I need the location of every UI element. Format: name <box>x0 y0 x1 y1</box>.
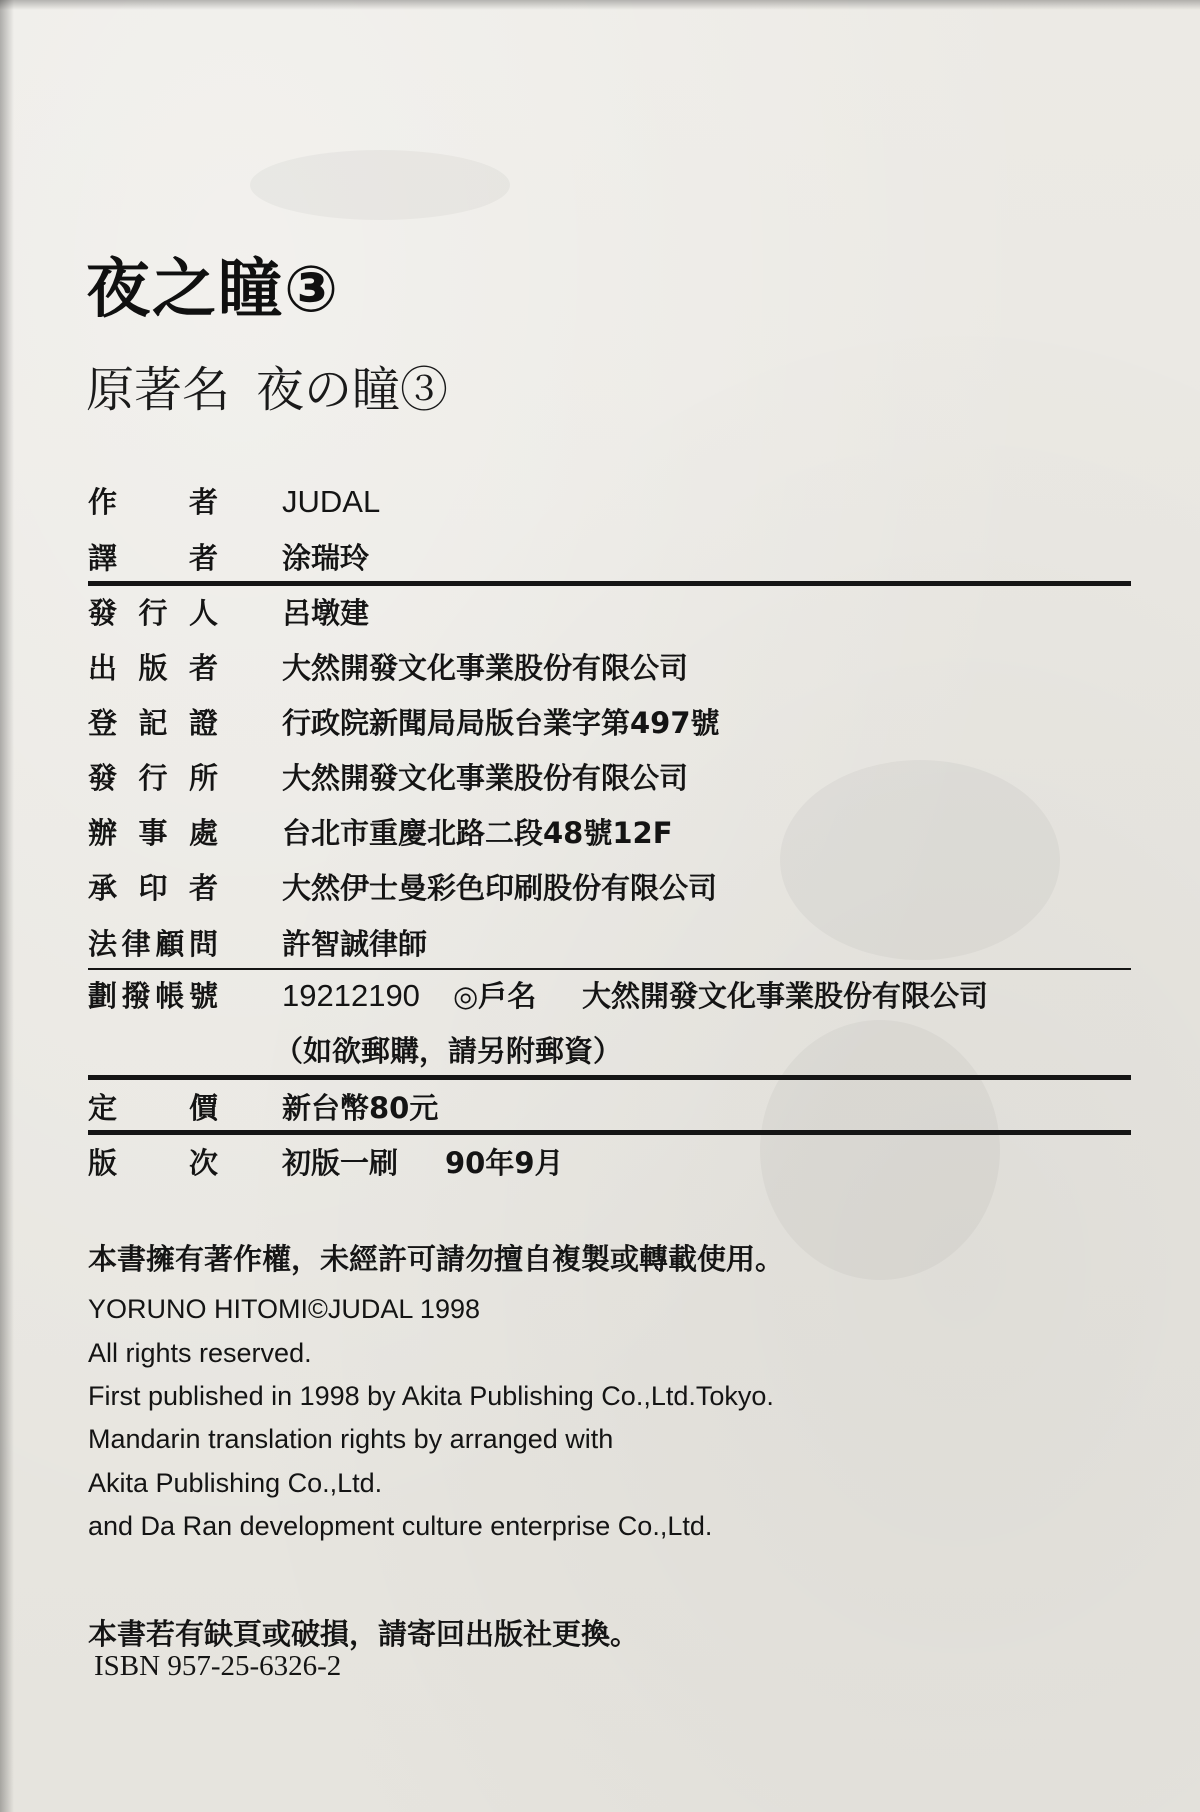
english-line: YORUNO HITOMI©JUDAL 1998 <box>88 1294 480 1324</box>
book-title: 夜之瞳③ <box>86 253 341 327</box>
credit-value: 許智誠律師 <box>282 927 428 961</box>
credit-value: 行政院新聞局局版台業字第497號 <box>282 706 720 740</box>
credit-label: 法 律 顧 問 <box>88 927 218 961</box>
credit-value: JUDAL <box>282 484 381 519</box>
credit-value: 台北市重慶北路二段48號12F <box>282 816 673 850</box>
bleed-through-shape <box>760 1020 1000 1280</box>
edition-value: 初版一刷 <box>282 1146 399 1180</box>
page-top-shadow <box>0 0 1200 10</box>
copyright-notice: 本書擁有著作權，未經許可請勿擅自複製或轉載使用。 <box>88 1242 785 1276</box>
price-value: 新台幣80元 <box>282 1091 439 1125</box>
credit-label: 譯 者 <box>88 541 218 575</box>
account-label: 劃 撥 帳 號 <box>88 979 218 1013</box>
account-number: 19212190 <box>282 978 420 1013</box>
account-note: （如欲郵購，請另附郵資） <box>274 1034 623 1068</box>
credit-label: 出 版 者 <box>88 651 218 685</box>
english-line: and Da Ran development culture enterprise Co.,Ltd. <box>88 1511 713 1541</box>
credit-label: 發 行 所 <box>88 761 218 795</box>
original-title-label: 原著名 <box>86 362 231 418</box>
divider-line <box>88 1075 1131 1080</box>
credit-label: 發 行 人 <box>88 596 218 630</box>
isbn-number: ISBN 957-25-6326-2 <box>94 1650 342 1682</box>
credit-value: 大然開發文化事業股份有限公司 <box>282 761 689 795</box>
return-notice: 本書若有缺頁或破損，請寄回出版社更換。 <box>88 1617 640 1651</box>
edition-label: 版 次 <box>88 1146 218 1180</box>
divider-line <box>88 968 1131 970</box>
price-label: 定 價 <box>88 1091 218 1125</box>
english-line: Akita Publishing Co.,Ltd. <box>88 1468 383 1498</box>
original-title-value: 夜の瞳③ <box>256 362 449 418</box>
edition-date: 90年9月 <box>445 1146 564 1180</box>
divider-line <box>88 1130 1131 1135</box>
divider-line <box>88 581 1131 586</box>
original-title <box>86 362 449 418</box>
credit-label: 作 者 <box>88 485 218 519</box>
bleed-through-shape <box>780 760 1060 960</box>
english-line: First published in 1998 by Akita Publishing Co.,Ltd.Tokyo. <box>88 1381 774 1411</box>
credit-label: 承 印 者 <box>88 871 218 905</box>
english-line: Mandarin translation rights by arranged with <box>88 1424 614 1454</box>
english-line: All rights reserved. <box>88 1338 312 1368</box>
account-company: 大然開發文化事業股份有限公司 <box>582 979 989 1013</box>
page-edge-shadow <box>0 0 14 1812</box>
credit-label: 辦 事 處 <box>88 816 218 850</box>
credit-value: 涂瑞玲 <box>282 541 370 575</box>
credit-value: 大然伊士曼彩色印刷股份有限公司 <box>282 871 718 905</box>
credit-value: 大然開發文化事業股份有限公司 <box>282 651 689 685</box>
credit-value: 呂墩建 <box>282 596 370 630</box>
bleed-through-shape <box>250 150 510 220</box>
credit-label: 登 記 證 <box>88 706 218 740</box>
account-name-label: ◎戶名 <box>453 979 537 1013</box>
